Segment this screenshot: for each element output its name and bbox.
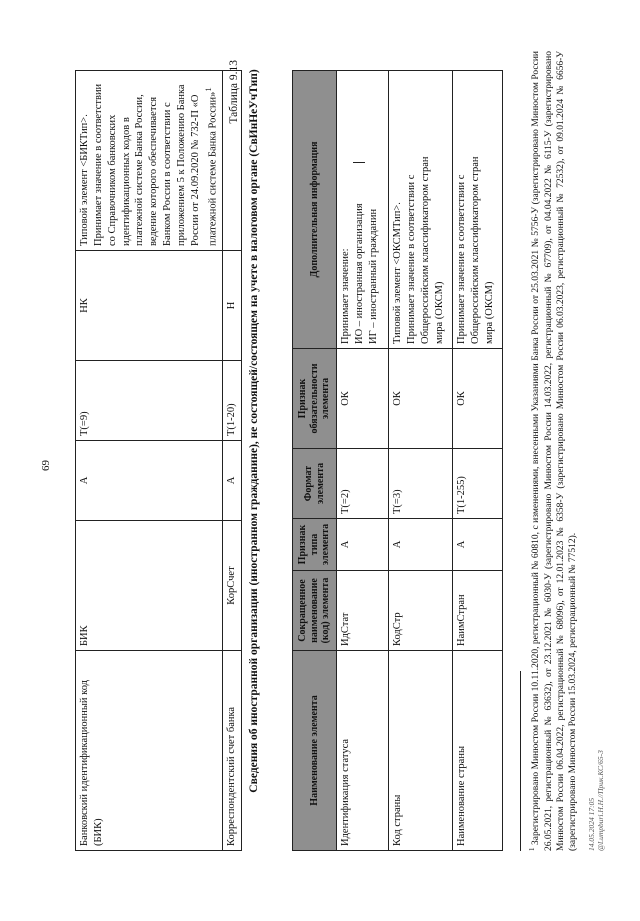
info-line: соответствии с приложением 5 к Положению [162, 102, 188, 246]
info-line: Принимает значение в соответствии с [405, 174, 417, 344]
table-row [223, 71, 242, 851]
page-number: 69 [40, 460, 52, 471]
header-element-type: Признак типа элемента [293, 519, 337, 571]
stamp-date: 14.05.2024 17:05 [587, 797, 596, 851]
additional-info-cell [76, 71, 223, 251]
cursor-mark [353, 162, 365, 163]
header-element-format: Формат элемента [293, 449, 337, 519]
info-line: Банка России от 24.09.2020 № 732-П «О [176, 84, 201, 246]
table-header-row [293, 71, 337, 851]
table-row [76, 71, 223, 851]
info-line: системе Банка России, ведение которого [134, 94, 160, 246]
header-element-code: Сокращенное наименование (код) элемента [293, 571, 337, 651]
element-type-cell: А [76, 441, 223, 521]
footnote-marker: 1 [528, 847, 536, 851]
element-name-cell: Код страны [389, 651, 453, 851]
footnote-ref: 1 [202, 87, 213, 92]
element-code-cell: ИдСтат [337, 571, 389, 651]
additional-info-cell [337, 71, 389, 349]
footnote [528, 51, 580, 851]
element-format-cell: T(=9) [76, 361, 223, 441]
info-line: платежной системе Банка России» [207, 91, 219, 246]
element-code-cell: БИК [76, 521, 223, 651]
element-code-cell: НаимСтран [453, 571, 503, 651]
additional-info-cell [453, 71, 503, 349]
element-type-cell: А [337, 519, 389, 571]
foreign-org-table [292, 70, 503, 851]
element-type-cell: А [223, 441, 242, 521]
table-title: Сведения об иностранной организации (иностранном гражданине), не состоящей/состоящем на учете в налоговом органе (СвИнНеУчТип) [248, 69, 260, 793]
table-row [389, 71, 453, 851]
print-stamp [587, 750, 606, 851]
info-line: Общероссийским классификатором стран [469, 156, 481, 344]
element-code-cell: КорСчет [223, 521, 242, 651]
info-line: обеспечивается Банком России в [148, 96, 174, 246]
element-required-cell: Н [223, 251, 242, 361]
element-format-cell: T(1-20) [223, 361, 242, 441]
element-name-cell: Наименование страны [453, 651, 503, 851]
stamp-path: @Lumpburi.H.H.//Прик.КС/65-3 [596, 750, 606, 851]
info-line: Принимает значение в соответствии с [456, 174, 467, 344]
element-name-cell: Банковский идентификационный код (БИК) [76, 651, 223, 851]
info-line: мира (ОКСМ) [433, 281, 445, 344]
element-format-cell: T(1-255) [453, 449, 503, 519]
info-line: Типовой элемент <БИКТип>. [79, 114, 90, 246]
info-line: Общероссийским классификатором стран [419, 156, 431, 344]
element-name-cell: Идентификация статуса [337, 651, 389, 851]
footnote-text: Зарегистрировано Минюстом России 10.11.2020, регистрационный № 60810, с изменениями, внесенными Указаниями Банка России от 25.03.2021 № 5756-У (зарегистрировано Минюстом России 26.05.2021, регистрационный № 63632), от 23.12.2021 № 6030-У (зарегистрировано Минюстом России 14.03.2022, регистрационный № 67709), от 04.04.2022 № 6115-У (зарегистрировано Минюстом России 06.04.2022, регистрационный № 68096), от 12.01.2023 № 6358-У (зарегистрировано Минюстом России 06.03.2023, регистрационный № 72532), от 09.01.2024 № 6656-У (зарегистрировано Минюстом России 15.03.2024, регистрационный № 77512). [531, 51, 579, 851]
info-line: идентификационных кодов в платежной [120, 117, 146, 246]
info-line: Справочником банковских [106, 114, 118, 234]
info-line: ИО – иностранная организация [353, 75, 367, 344]
info-line: мира (ОКСМ) [483, 281, 495, 344]
header-element-required: Признак обязательности элемента [293, 349, 337, 449]
element-type-cell: А [453, 519, 503, 571]
element-required-cell: НК [76, 251, 223, 361]
bank-details-table-continuation [75, 70, 242, 851]
header-additional-info: Дополнительная информация [293, 71, 337, 349]
element-name-cell: Корреспондентский счет банка [223, 651, 242, 851]
element-code-cell: КодСтр [389, 571, 453, 651]
element-type-cell: А [389, 519, 453, 571]
table-number-label: Таблица 9.13 [228, 60, 240, 124]
element-required-cell: ОК [337, 349, 389, 449]
element-required-cell: ОК [389, 349, 453, 449]
footnote-separator [520, 671, 521, 851]
element-format-cell: T(=3) [389, 449, 453, 519]
table-row [453, 71, 503, 851]
element-format-cell: T(=2) [337, 449, 389, 519]
table-row [337, 71, 389, 851]
element-required-cell: ОК [453, 349, 503, 449]
header-element-name: Наименование элемента [293, 651, 337, 851]
info-line: Принимает значение в соответствии со [92, 83, 118, 246]
info-line: ИГ – иностранный гражданин [367, 208, 379, 344]
info-line: Типовой элемент <ОКСМТип>. [392, 202, 403, 344]
info-line: Принимает значение: [340, 248, 351, 344]
additional-info-cell [389, 71, 453, 349]
